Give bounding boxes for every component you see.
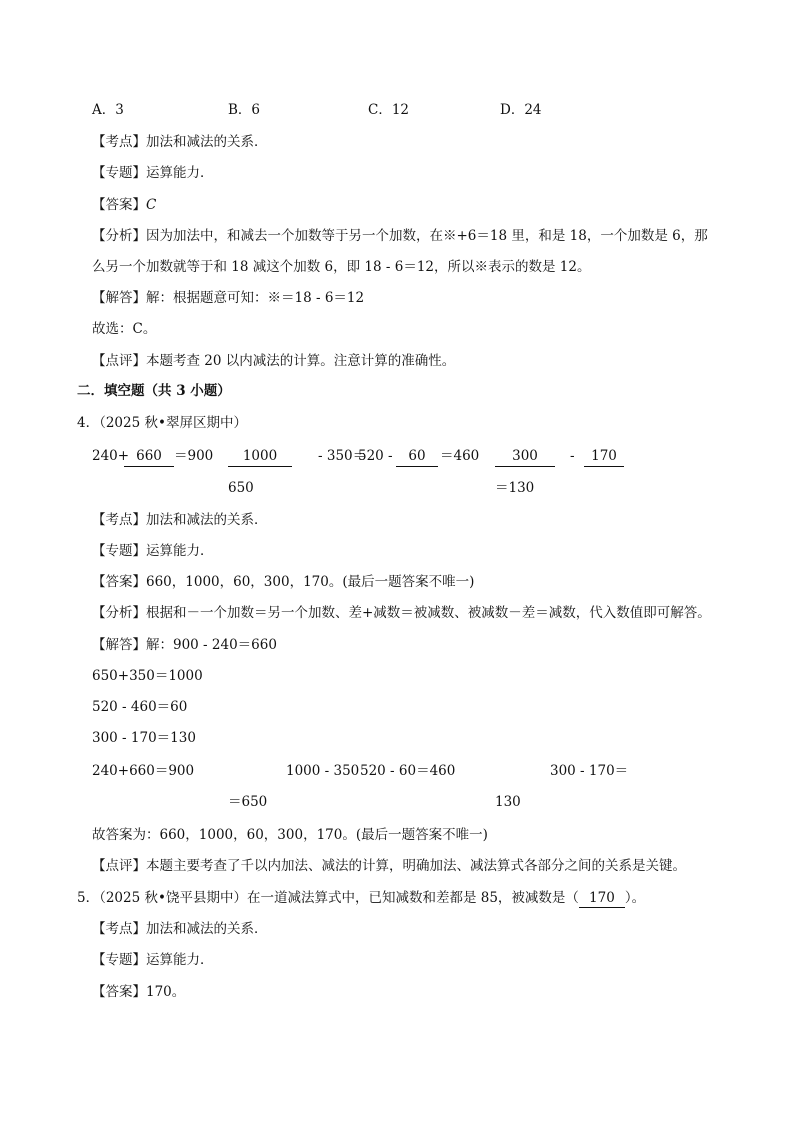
fenxi-text-1: 因为加法中，和减去一个加数等于另一个加数，在※+6＝18 里，和是 18，一个加数是 6，那 <box>146 228 708 244</box>
daan-text: 170。 <box>146 984 186 1000</box>
q4-jieda <box>92 635 277 655</box>
q4-answer-2: 1000 <box>228 446 292 467</box>
q4-result-3: 520 - 60＝460 <box>360 763 456 779</box>
daan-tag: 【答案】 <box>92 574 146 590</box>
q4-answer-4: 300 <box>495 446 555 467</box>
q4-header: 4．（2025 秋•翠屏区期中） <box>77 415 247 431</box>
zhuanti-tag: 【专题】 <box>92 952 146 968</box>
q3-fenxi-line2: 么另一个加数就等于和 18 减这个加数 6，即 18 - 6＝12，所以※表示的数是 12。 <box>92 259 591 275</box>
q4-eq3-post: ＝460 <box>440 448 480 464</box>
q3-jieda <box>92 288 364 308</box>
jieda-text: 解：900 - 240＝660 <box>146 637 277 653</box>
zhuanti-text: 运算能力． <box>146 165 214 181</box>
q4-gudaan: 故答案为：660，1000，60，300，170。(最后一题答案不唯一) <box>92 827 488 843</box>
q4-result-2b: ＝650 <box>228 794 268 810</box>
daan-text: C <box>146 197 157 213</box>
q4-result-4b: 130 <box>495 794 521 810</box>
zhuanti-tag: 【专题】 <box>92 165 146 181</box>
q4-eq2-wrap: 650 <box>228 480 254 496</box>
q5-answer: 170 <box>579 890 625 908</box>
q4-eq4-mid: - <box>570 448 575 464</box>
kaodian-text: 加法和减法的关系． <box>146 134 268 150</box>
q4-zhuanti <box>92 541 214 561</box>
daan-tag: 【答案】 <box>92 197 146 213</box>
dianping-text: 本题主要考查了千以内加法、减法的计算，明确加法、减法算式各部分之间的关系是关键。 <box>146 858 686 874</box>
jieda-text: 解：根据题意可知：※＝18 - 6＝12 <box>146 290 365 306</box>
kaodian-text: 加法和减法的关系． <box>146 512 268 528</box>
q4-result-4a: 300 - 170＝ <box>550 763 629 779</box>
q4-daan <box>92 572 474 592</box>
q4-result-1: 240+660＝900 <box>92 763 195 779</box>
option-d: D．24 <box>500 102 542 118</box>
q5-header-text: 5．（2025 秋•饶平县期中）在一道减法算式中，已知减数和差都是 85，被减数是（ <box>77 890 579 906</box>
q3-guxuan: 故选：C。 <box>92 321 157 337</box>
daan-text: 660，1000，60，300，170。(最后一题答案不唯一) <box>146 574 475 590</box>
q4-eq3-pre: 520 - <box>358 448 393 464</box>
q4-eq4-wrap: ＝130 <box>495 480 535 496</box>
q4-dianping <box>92 856 686 876</box>
q3-dianping <box>92 351 455 371</box>
q4-eq1-post: ＝900 <box>174 448 214 464</box>
kaodian-tag: 【考点】 <box>92 512 146 528</box>
q4-kaodian <box>92 510 268 530</box>
q5-header-close: ）。 <box>624 890 646 906</box>
q4-eq1-pre: 240+ <box>92 448 130 464</box>
section-title: 二．填空题（共 3 小题） <box>77 383 231 399</box>
dianping-text: 本题考查 20 以内减法的计算。注意计算的准确性。 <box>146 353 456 369</box>
zhuanti-text: 运算能力． <box>146 543 214 559</box>
option-b: B．6 <box>228 102 261 118</box>
kaodian-tag: 【考点】 <box>92 134 146 150</box>
option-c: C．12 <box>368 102 410 118</box>
fenxi-tag: 【分析】 <box>92 605 146 621</box>
daan-tag: 【答案】 <box>92 984 146 1000</box>
q4-answer-5: 170 <box>584 446 624 467</box>
q4-answer-1: 660 <box>124 446 174 467</box>
zhuanti-text: 运算能力． <box>146 952 214 968</box>
kaodian-text: 加法和减法的关系． <box>146 921 268 937</box>
q5-zhuanti <box>92 950 214 970</box>
q3-daan <box>92 195 156 215</box>
q3-fenxi-line1 <box>92 226 708 246</box>
kaodian-tag: 【考点】 <box>92 921 146 937</box>
q4-answer-3: 60 <box>396 446 438 467</box>
q5-daan <box>92 982 185 1002</box>
q4-jieda-line4: 300 - 170＝130 <box>92 730 196 746</box>
q4-jieda-line3: 520 - 460＝60 <box>92 699 188 715</box>
option-a: A．3 <box>92 102 124 118</box>
q5-header <box>77 888 645 908</box>
q4-jieda-line2: 650+350＝1000 <box>92 668 203 684</box>
dianping-tag: 【点评】 <box>92 858 146 874</box>
zhuanti-tag: 【专题】 <box>92 543 146 559</box>
q4-eq2-post: - 350＝ <box>318 448 367 464</box>
q5-kaodian <box>92 919 268 939</box>
dianping-tag: 【点评】 <box>92 353 146 369</box>
jieda-tag: 【解答】 <box>92 637 146 653</box>
q3-kaodian <box>92 132 268 152</box>
fenxi-tag: 【分析】 <box>92 228 146 244</box>
jieda-tag: 【解答】 <box>92 290 146 306</box>
q3-zhuanti <box>92 163 214 183</box>
fenxi-text: 根据和－一个加数＝另一个加数、差+减数＝被减数、被减数－差＝减数，代入数值即可解答。 <box>146 605 711 621</box>
q4-result-2a: 1000 - 350 <box>286 763 360 779</box>
q4-fenxi <box>92 603 711 623</box>
